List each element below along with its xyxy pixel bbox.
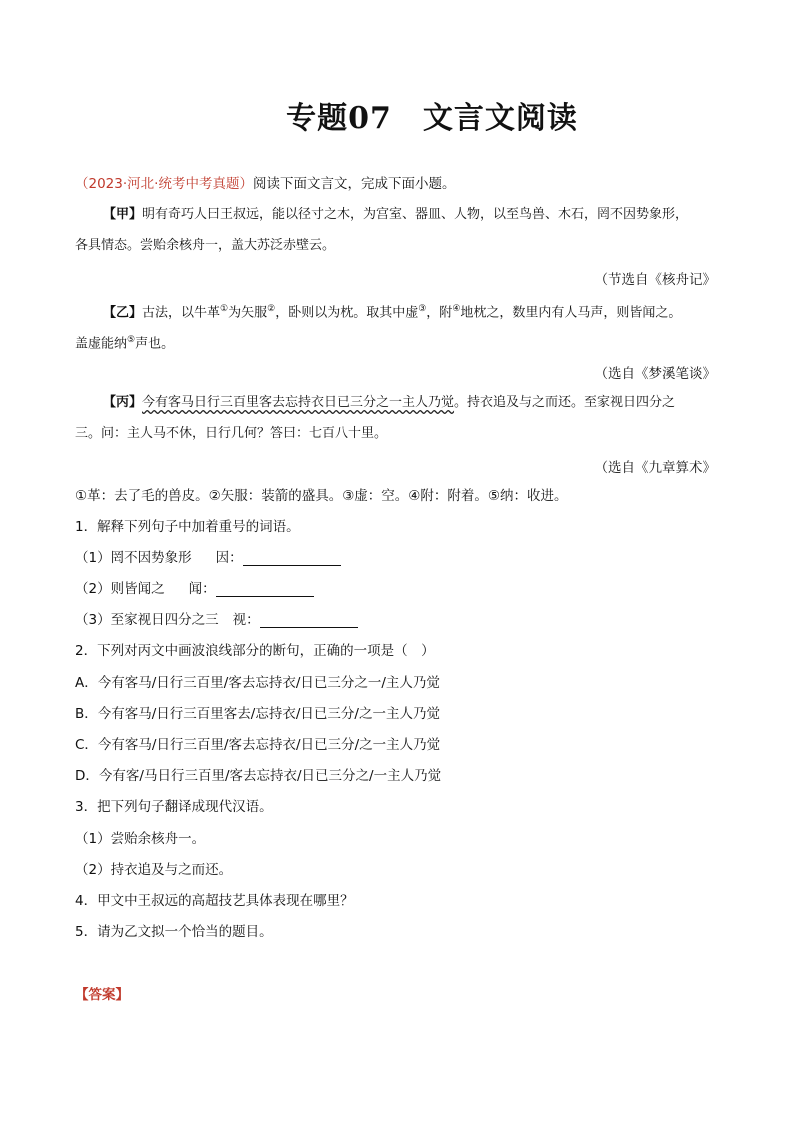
passage-a-text1: 明有奇巧人曰王叔远，能以径寸之木，为宫室、器皿、人物，以至鸟兽、木石，罔不因势象形，	[142, 207, 689, 222]
q3-item-1: （1）尝贻余核舟一。	[75, 831, 206, 847]
q1-item-2-word: 闻：	[188, 581, 216, 597]
passage-b-seg1: 古法，以牛革	[142, 305, 221, 321]
q1-item-2-label: （2）则皆闻之	[75, 581, 165, 597]
passage-c-source: （选自《九章算术》	[594, 460, 716, 476]
q1-item-3	[75, 611, 358, 629]
q1-item-3-label: （3）至家视日四分之三	[75, 612, 219, 628]
passage-b-line2b: 声也。	[135, 336, 175, 352]
passage-b-source: （选自《梦溪笔谈》	[594, 366, 716, 382]
passage-b-line2a: 盖虚能纳	[75, 336, 128, 352]
footnote-mark-2: ②	[267, 304, 276, 314]
q2-option-a[interactable]: A．今有客马/日行三百里/客去忘持衣/日已三分之一/主人乃觉	[75, 675, 440, 691]
q4-stem: 4．甲文中王叔远的高超技艺具体表现在哪里？	[75, 893, 354, 909]
source-tag: （2023·河北·统考中考真题）	[75, 176, 253, 192]
passage-b-line1	[103, 300, 681, 322]
q2-option-c[interactable]: C．今有客马/日行三百里/客去忘持衣/日已三分/之一主人乃觉	[75, 737, 441, 753]
passage-a-line2: 各具情态。尝贻余核舟一，盖大苏泛赤壁云。	[75, 238, 336, 253]
footnote-mark-1: ①	[220, 304, 229, 314]
passage-a-tag: 【甲】	[103, 207, 143, 222]
footnote-mark-4: ④	[452, 304, 461, 314]
q5-stem: 5．请为乙文拟一个恰当的题目。	[75, 924, 273, 940]
q1-item-1	[75, 549, 341, 567]
q3-stem: 3．把下列句子翻译成现代汉语。	[75, 799, 273, 815]
q2-stem: 2．下列对丙文中画波浪线部分的断句，正确的一项是（ ）	[75, 643, 435, 659]
footnote-mark-3: ③	[418, 304, 427, 314]
passage-b-line2	[75, 331, 174, 353]
passage-a-source: （节选自《核舟记》	[594, 272, 716, 288]
passage-b-seg2: 为矢服	[228, 305, 268, 321]
footnote-mark-5: ⑤	[127, 335, 136, 345]
q2-option-d[interactable]: D．今有客/马日行三百里/客去忘持衣/日已三分之/一主人乃觉	[75, 768, 442, 784]
passage-c-tag: 【丙】	[103, 395, 143, 410]
passage-b-tag: 【乙】	[103, 305, 143, 321]
intro-line	[75, 175, 455, 193]
q1-item-2	[75, 580, 314, 598]
q1-item-3-word: 视：	[232, 612, 260, 628]
intro-text: 阅读下面文言文，完成下面小题。	[252, 176, 456, 192]
passage-b-seg3: ，卧则以为枕。取其中虚	[275, 305, 419, 321]
page-title: 专题07 文言文阅读	[286, 101, 578, 136]
passage-b-seg4: ，附	[426, 305, 453, 321]
answer-label: 【答案】	[75, 987, 129, 1003]
wavy-underlined-text: 今有客马日行三百里客去忘持衣日已三分之一主人乃觉	[142, 395, 455, 410]
passage-b-seg5: 地枕之，数里内有人马声，则皆闻之。	[460, 305, 682, 321]
q2-option-b[interactable]: B．今有客马/日行三百里客去/忘持衣/日已三分/之一主人乃觉	[75, 706, 440, 722]
answer-blank-3[interactable]	[260, 613, 358, 628]
answer-blank-2[interactable]	[216, 582, 314, 597]
q1-item-1-word: 因：	[215, 550, 243, 566]
q1-item-1-label: （1）罔不因势象形	[75, 550, 192, 566]
passage-c-line1	[103, 394, 675, 412]
q1-stem: 1．解释下列句子中加着重号的词语。	[75, 519, 300, 535]
q3-item-2: （2）持衣追及与之而还。	[75, 862, 233, 878]
passage-c-rest: 。持衣追及与之而还。至家视日四分之	[454, 395, 676, 410]
passage-c-line2: 三。问：主人马不休，日行几何？答曰：七百八十里。	[75, 426, 388, 441]
passage-a-line1	[103, 206, 688, 224]
footnotes: ①革：去了毛的兽皮。②矢服：装箭的盛具。③虚：空。④附：附着。⑤纳：收进。	[75, 488, 568, 504]
answer-blank-1[interactable]	[243, 551, 341, 566]
